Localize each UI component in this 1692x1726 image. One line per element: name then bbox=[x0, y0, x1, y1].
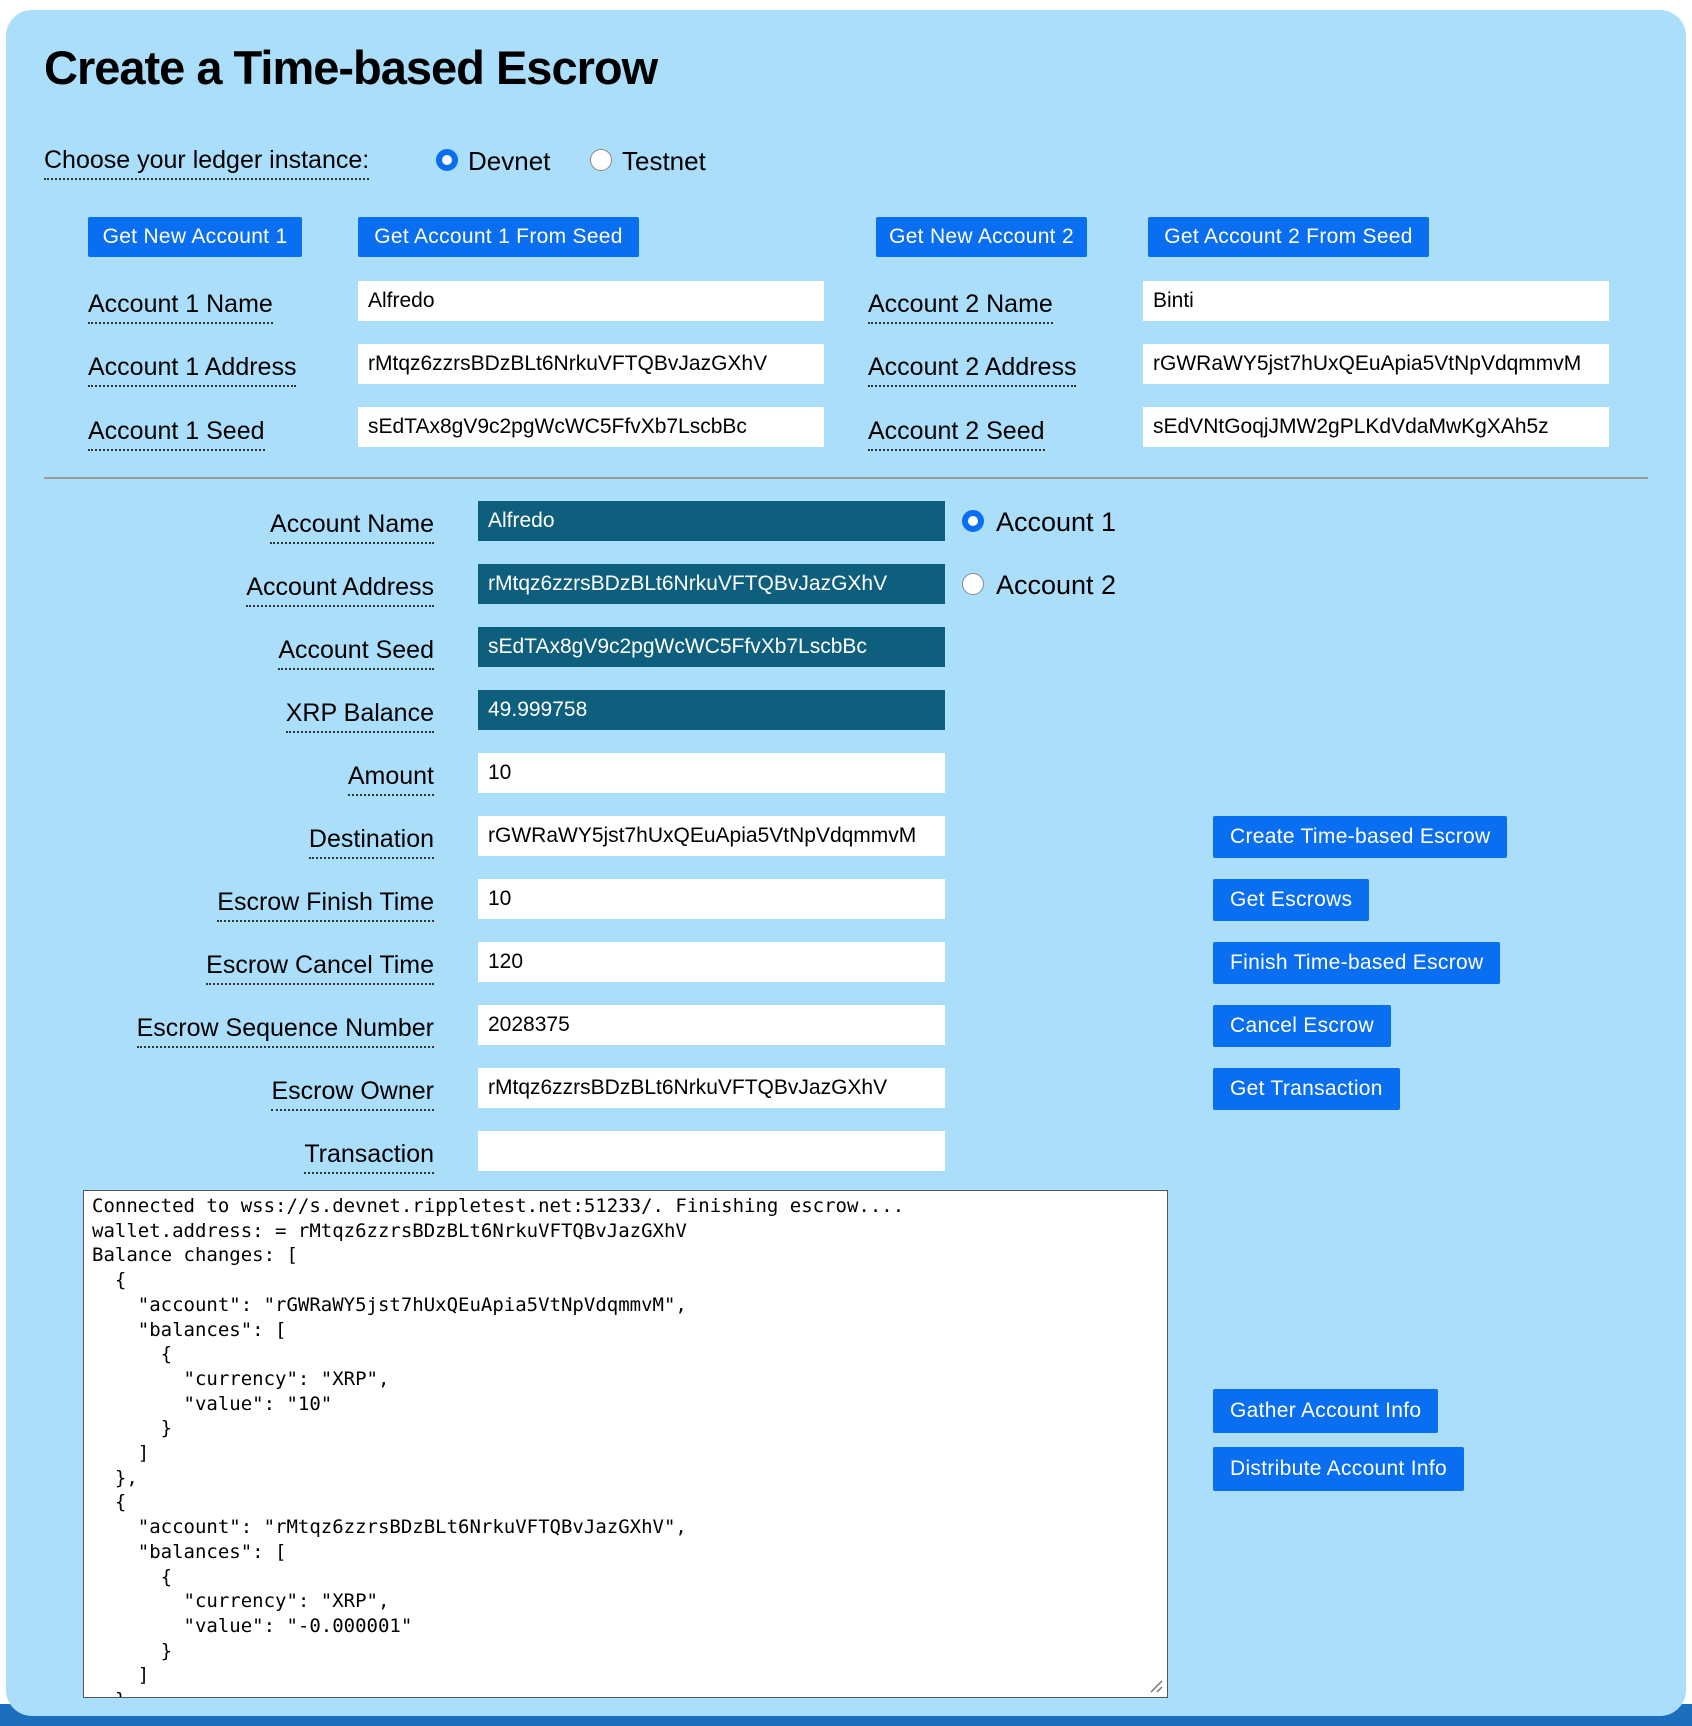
destination-label: Destination bbox=[44, 825, 434, 854]
destination-input[interactable] bbox=[478, 816, 945, 856]
get-escrows-button[interactable]: Get Escrows bbox=[1213, 879, 1369, 921]
account-seed-label: Account Seed bbox=[44, 636, 434, 665]
account-1-name-label: Account 1 Name bbox=[88, 290, 273, 319]
account-2-radio-label: Account 2 bbox=[996, 570, 1117, 600]
escrow-cancel-time-label: Escrow Cancel Time bbox=[44, 951, 434, 980]
account-1-name-input[interactable] bbox=[358, 281, 824, 321]
amount-input[interactable] bbox=[478, 753, 945, 793]
account-2-name-input[interactable] bbox=[1143, 281, 1609, 321]
create-time-based-escrow-button[interactable]: Create Time-based Escrow bbox=[1213, 816, 1507, 858]
section-divider bbox=[44, 477, 1648, 479]
distribute-account-info-button[interactable]: Distribute Account Info bbox=[1213, 1447, 1464, 1491]
finish-time-based-escrow-button[interactable]: Finish Time-based Escrow bbox=[1213, 942, 1500, 984]
account-1-address-label: Account 1 Address bbox=[88, 353, 296, 382]
account-2-seed-input[interactable] bbox=[1143, 407, 1609, 447]
account-name-label: Account Name bbox=[44, 510, 434, 539]
transaction-label: Transaction bbox=[44, 1140, 434, 1169]
cancel-escrow-button[interactable]: Cancel Escrow bbox=[1213, 1005, 1391, 1047]
account-1-seed-input[interactable] bbox=[358, 407, 824, 447]
account-name-field[interactable] bbox=[478, 501, 945, 541]
console-output[interactable] bbox=[83, 1190, 1168, 1698]
escrow-sequence-number-input[interactable] bbox=[478, 1005, 945, 1045]
account-address-field[interactable] bbox=[478, 564, 945, 604]
devnet-radio[interactable] bbox=[436, 149, 458, 171]
escrow-finish-time-label: Escrow Finish Time bbox=[44, 888, 434, 917]
get-transaction-button[interactable]: Get Transaction bbox=[1213, 1068, 1400, 1110]
xrp-balance-field[interactable] bbox=[478, 690, 945, 730]
account-1-radio-label: Account 1 bbox=[996, 507, 1117, 537]
testnet-radio-label: Testnet bbox=[622, 146, 706, 176]
account-seed-field[interactable] bbox=[478, 627, 945, 667]
get-new-account-2-button[interactable]: Get New Account 2 bbox=[876, 217, 1087, 257]
resize-handle-icon[interactable] bbox=[1148, 1678, 1164, 1694]
account-2-seed-label: Account 2 Seed bbox=[868, 417, 1045, 446]
gather-account-info-button[interactable]: Gather Account Info bbox=[1213, 1389, 1438, 1433]
account-2-name-label: Account 2 Name bbox=[868, 290, 1053, 319]
escrow-cancel-time-input[interactable] bbox=[478, 942, 945, 982]
account-1-seed-label: Account 1 Seed bbox=[88, 417, 265, 446]
account-1-radio[interactable] bbox=[962, 510, 984, 532]
ledger-instance-label: Choose your ledger instance: bbox=[44, 146, 369, 175]
transaction-input[interactable] bbox=[478, 1131, 945, 1171]
account-address-label: Account Address bbox=[44, 573, 434, 602]
account-2-radio[interactable] bbox=[962, 573, 984, 595]
account-2-address-input[interactable] bbox=[1143, 344, 1609, 384]
xrp-balance-label: XRP Balance bbox=[44, 699, 434, 728]
get-account-2-from-seed-button[interactable]: Get Account 2 From Seed bbox=[1148, 217, 1429, 257]
testnet-radio[interactable] bbox=[590, 149, 612, 171]
get-new-account-1-button[interactable]: Get New Account 1 bbox=[88, 217, 302, 257]
page-title: Create a Time-based Escrow bbox=[44, 41, 658, 94]
account-2-address-label: Account 2 Address bbox=[868, 353, 1076, 382]
escrow-sequence-number-label: Escrow Sequence Number bbox=[44, 1014, 434, 1043]
escrow-owner-input[interactable] bbox=[478, 1068, 945, 1108]
amount-label: Amount bbox=[44, 762, 434, 791]
escrow-owner-label: Escrow Owner bbox=[44, 1077, 434, 1106]
get-account-1-from-seed-button[interactable]: Get Account 1 From Seed bbox=[358, 217, 639, 257]
escrow-finish-time-input[interactable] bbox=[478, 879, 945, 919]
account-1-address-input[interactable] bbox=[358, 344, 824, 384]
devnet-radio-label: Devnet bbox=[468, 146, 551, 176]
